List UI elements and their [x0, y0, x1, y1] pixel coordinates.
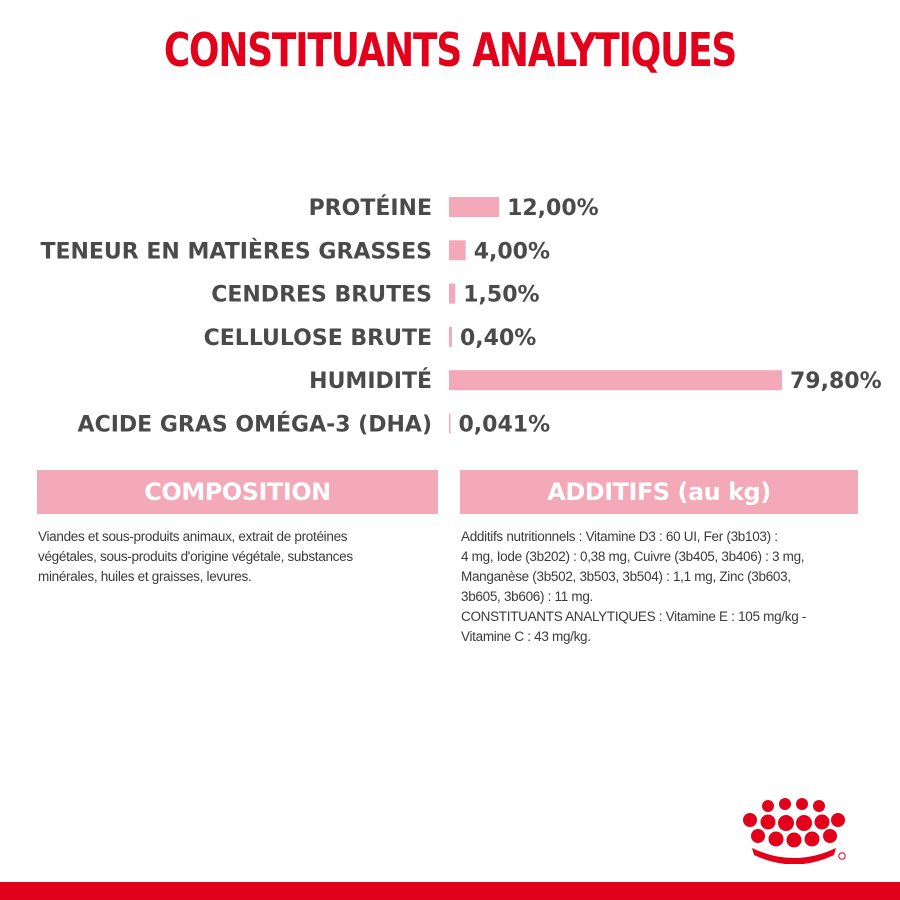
category-label: CENDRES BRUTES	[211, 282, 432, 308]
composition-title: COMPOSITION	[144, 478, 331, 506]
category-label: HUMIDITÉ	[309, 369, 432, 395]
category-label: ACIDE GRAS OMÉGA-3 (DHA)	[77, 412, 432, 438]
page-title: CONSTITUANTS ANALYTIQUES	[163, 23, 737, 77]
value-label: 0,041%	[458, 412, 551, 438]
crown-icon	[738, 798, 850, 864]
value-label: 79,80%	[790, 369, 882, 395]
composition-header	[37, 470, 438, 514]
bar	[449, 327, 452, 347]
bar	[449, 284, 455, 304]
additifs-line: Vitamine C : 43 mg/kg.	[461, 629, 591, 644]
value-label: 0,40%	[460, 325, 537, 351]
footer-bar	[0, 882, 900, 900]
bar	[449, 240, 466, 260]
additifs-text	[461, 527, 861, 647]
composition-text: Viandes et sous-produits animaux, extrait de protéines végétales, sous-produits d'origine végétale, substances minérales, huiles et graisses, levures.	[38, 529, 353, 584]
value-label: 1,50%	[463, 282, 540, 308]
additifs-line: CONSTITUANTS ANALYTIQUES : Vitamine E : 105 mg/kg -	[461, 609, 807, 624]
value-label: 12,00%	[507, 196, 599, 221]
additifs-line: 3b605, 3b606) : 11 mg.	[461, 589, 593, 604]
additifs-header	[460, 470, 858, 514]
category-label: CELLULOSE BRUTE	[203, 325, 432, 351]
category-label: TENEUR EN MATIÈRES GRASSES	[40, 239, 432, 265]
bar	[449, 370, 782, 390]
additifs-line: Manganèse (3b502, 3b503, 3b504) : 1,1 mg, Zinc (3b603,	[461, 569, 791, 584]
additifs-line: 4 mg, Iode (3b202) : 0,38 mg, Cuivre (3b405, 3b406) : 3 mg,	[461, 549, 805, 564]
value-label: 4,00%	[473, 239, 551, 265]
category-label: PROTÉINE	[308, 196, 432, 221]
additifs-title: ADDITIFS (au kg)	[547, 478, 771, 506]
bar	[449, 197, 499, 217]
additifs-line: Additifs nutritionnels : Vitamine D3 : 60 UI, Fer (3b103) :	[461, 529, 778, 544]
bar	[449, 414, 451, 434]
